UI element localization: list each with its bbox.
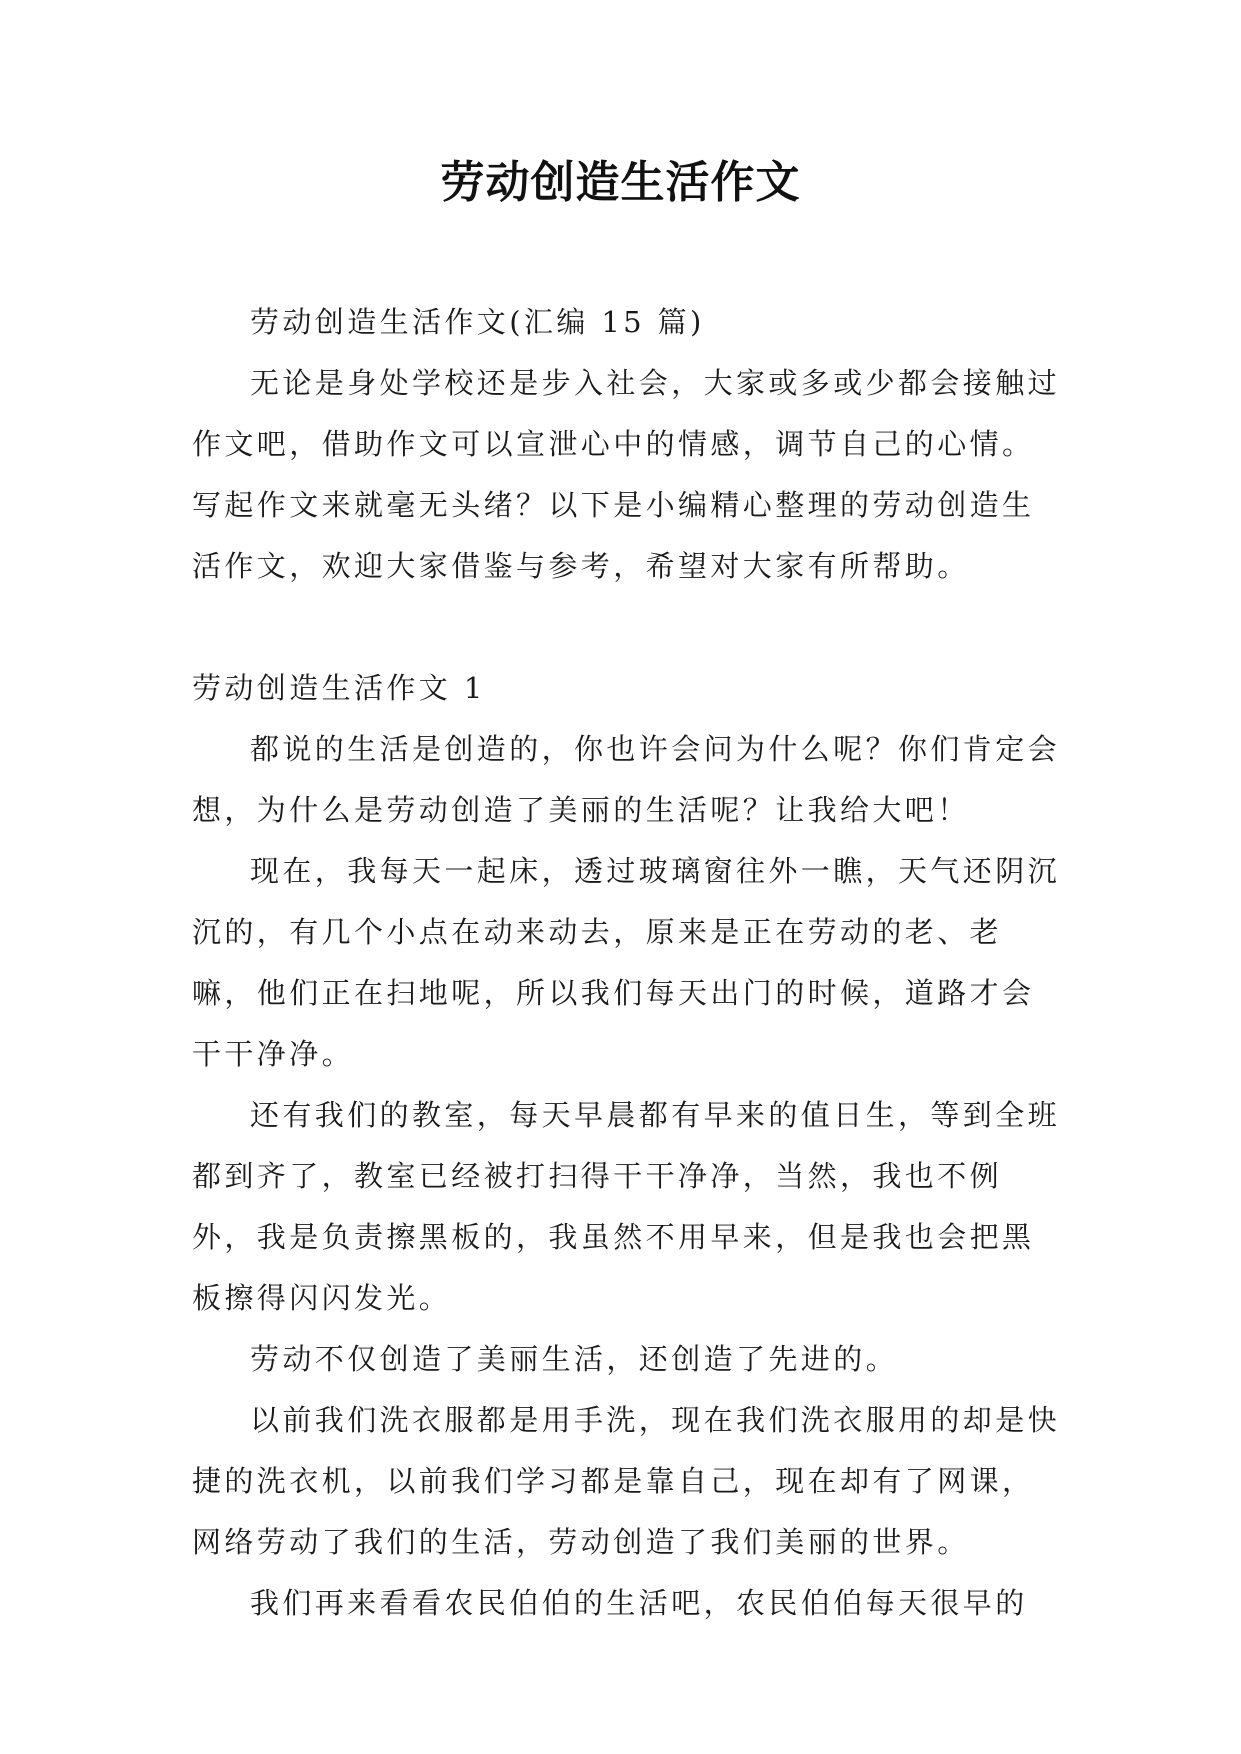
document-title: 劳动创造生活作文 [440,157,801,208]
paragraph: 劳动不仅创造了美丽生活，还创造了先进的。 [250,1342,899,1376]
paragraph: 现在，我每天一起床，透过玻璃窗往外一瞧，天气还阴沉沉的，有几个小点在动来动去，原来是正在劳动的老、老嘛，他们正在扫地呢，所以我们每天出门的时候，道路才会干干净净。 [192,854,1061,1071]
paragraph: 还有我们的教室，每天早晨都有早来的值日生，等到全班都到齐了，教室已经被打扫得干干净净，当然，我也不例外，我是负责擦黑板的，我虽然不用早来，但是我也会把黑板擦得闪闪发光。 [192,1098,1061,1315]
section-heading: 劳动创造生活作文 1 [192,671,486,705]
paragraph: 我们再来看看农民伯伯的生活吧，农民伯伯每天很早的 [250,1586,1028,1620]
intro-paragraph: 无论是身处学校还是步入社会，大家或多或少都会接触过作文吧，借助作文可以宣泄心中的情感，调节自己的心情。写起作文来就毫无头绪？以下是小编精心整理的劳动创造生活作文，欢迎大家借鉴与参考，希望对大家有所帮助。 [192,366,1061,583]
intro-title: 劳动创造生活作文(汇编 15 篇) [250,305,705,339]
paragraph: 都说的生活是创造的，你也许会问为什么呢？你们肯定会想，为什么是劳动创造了美丽的生活呢？让我给大吧！ [192,732,1061,827]
section-spacer [192,597,1062,658]
paragraph: 以前我们洗衣服都是用手洗，现在我们洗衣服用的却是快捷的洗衣机，以前我们学习都是靠自己，现在却有了网课，网络劳动了我们的生活，劳动创造了我们美丽的世界。 [192,1403,1061,1559]
document-body [192,292,1062,1634]
